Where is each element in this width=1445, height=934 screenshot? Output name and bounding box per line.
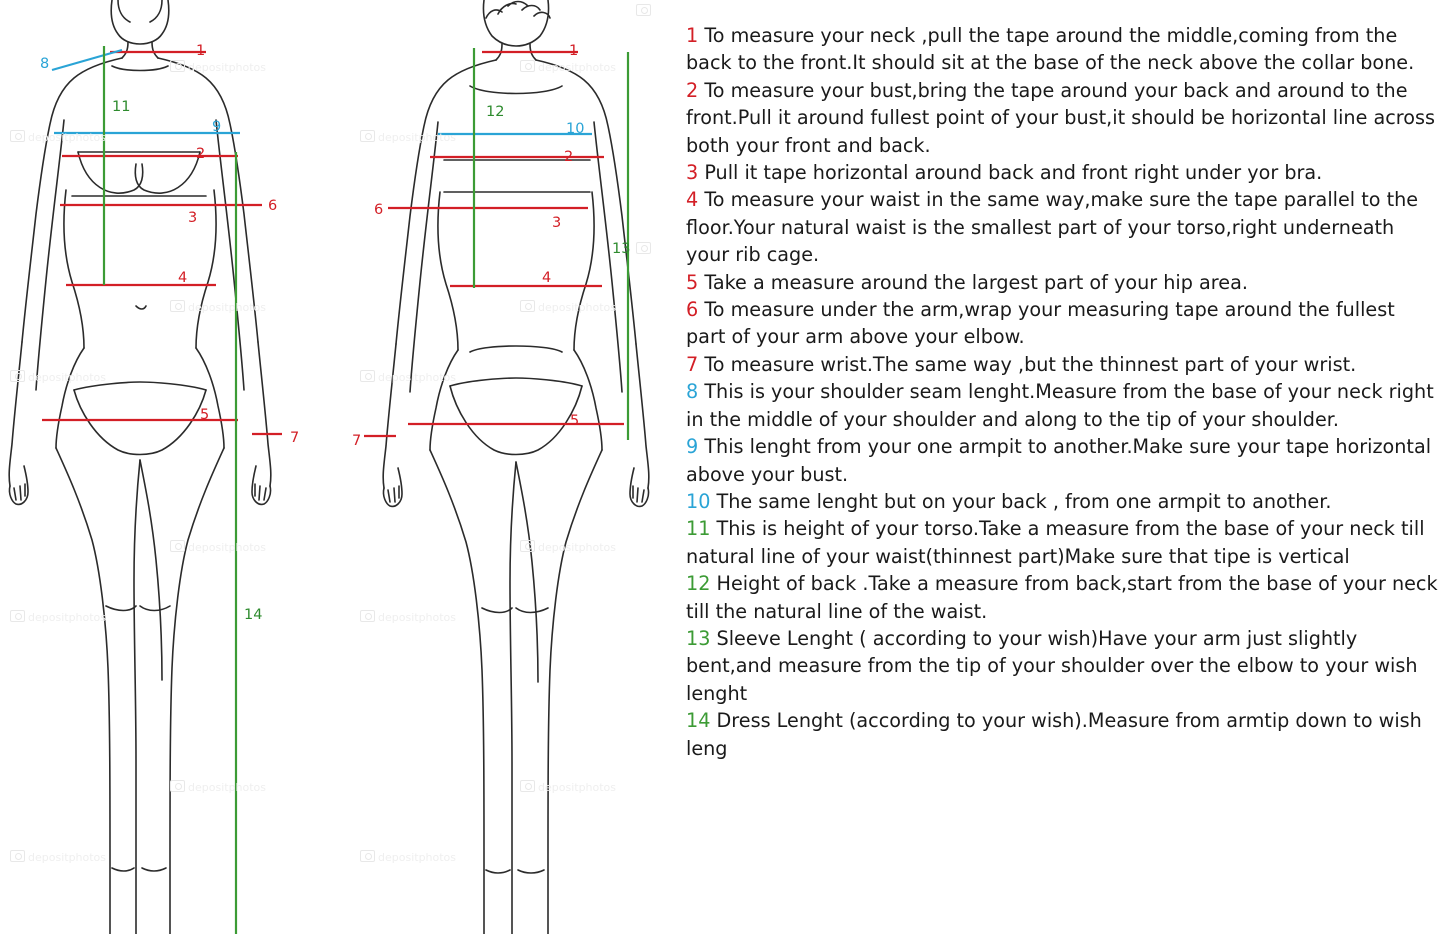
watermark: depositphotos — [10, 130, 106, 144]
instruction-text: The same lenght but on your back , from one armpit to another. — [710, 489, 1332, 513]
instruction-item-12 — [686, 570, 1438, 625]
label-back-1: 1 — [569, 43, 579, 59]
watermark: depositphotos — [520, 540, 616, 554]
instruction-text: Take a measure around the largest part of your hip area. — [698, 270, 1248, 294]
instruction-item-14 — [686, 707, 1438, 762]
label-front-14: 14 — [244, 607, 263, 623]
instructions-panel — [686, 22, 1438, 934]
label-front-8: 8 — [40, 56, 50, 72]
figure-diagram-panel — [0, 0, 672, 934]
label-front-3: 3 — [188, 210, 198, 226]
label-back-10: 10 — [566, 121, 585, 137]
instruction-item-8 — [686, 378, 1438, 433]
instruction-number: 6 — [686, 298, 699, 322]
watermark: depositphotos — [520, 780, 616, 794]
instruction-number: 13 — [686, 626, 711, 650]
watermark: depositphotos — [360, 130, 456, 144]
watermark: depositphotos — [360, 850, 456, 864]
label-front-11: 11 — [112, 99, 131, 115]
instruction-number: 11 — [686, 517, 711, 541]
label-back-4: 4 — [542, 270, 552, 286]
watermark: depositphotos — [520, 300, 616, 314]
label-front-1: 1 — [196, 43, 206, 59]
watermark: depositphotos — [520, 60, 616, 74]
body-figures-svg — [0, 0, 672, 934]
instruction-number: 5 — [686, 270, 699, 294]
instruction-number: 7 — [686, 352, 699, 376]
watermark: depositphotos — [10, 610, 106, 624]
label-back-3: 3 — [552, 215, 562, 231]
label-back-5: 5 — [570, 413, 580, 429]
instruction-item-10 — [686, 488, 1438, 515]
instruction-text: To measure your neck ,pull the tape around the middle,coming from the back to the front.It should sit at the base of the neck above the collar bone. — [686, 24, 1415, 75]
instruction-number: 9 — [686, 435, 699, 459]
label-front-4: 4 — [178, 270, 188, 286]
watermark: depositphotos — [360, 610, 456, 624]
instruction-text: Dress Lenght (according to your wish).Measure from armtip down to wish leng — [686, 709, 1422, 760]
instruction-number: 14 — [686, 709, 711, 733]
instruction-item-2 — [686, 77, 1438, 159]
instruction-text: To measure under the arm,wrap your measuring tape around the fullest part of your arm above your elbow. — [686, 298, 1395, 349]
watermark: depositphotos — [170, 540, 266, 554]
label-back-2: 2 — [564, 149, 574, 165]
instruction-number: 1 — [686, 24, 699, 47]
watermark: depositphotos — [170, 780, 266, 794]
instruction-text: To measure your bust,bring the tape around your back and around to the front.Pull it around fullest point of your bust,it should be horizontal line across both your front and back. — [686, 78, 1435, 157]
label-front-2: 2 — [196, 146, 206, 162]
instruction-number: 4 — [686, 188, 699, 212]
label-front-9: 9 — [212, 119, 222, 135]
watermark: depositphotos — [10, 370, 106, 384]
label-back-7: 7 — [352, 433, 362, 449]
watermark: depositphotos — [170, 60, 266, 74]
watermark: depositphotos — [170, 300, 266, 314]
instruction-number: 8 — [686, 380, 699, 404]
instruction-item-5 — [686, 269, 1438, 296]
label-back-13: 13 — [612, 241, 631, 257]
label-front-7: 7 — [290, 430, 300, 446]
instruction-item-7 — [686, 351, 1438, 378]
instruction-text: Height of back .Take a measure from back,start from the base of your neck till the natural line of the waist. — [686, 572, 1438, 623]
instruction-number: 10 — [686, 489, 711, 513]
watermark: depositphotos — [360, 370, 456, 384]
instruction-item-6 — [686, 296, 1438, 351]
label-back-6: 6 — [374, 202, 384, 218]
instruction-item-11 — [686, 515, 1438, 570]
instruction-text: This is height of your torso.Take a measure from the base of your neck till natural line of your waist(thinnest part)Make sure that tipe is vertical — [686, 517, 1425, 568]
instruction-item-4 — [686, 186, 1438, 268]
instruction-text: This is your shoulder seam lenght.Measure from the base of your neck right in the middle of your shoulder and along to the tip of your shoulder. — [686, 380, 1434, 431]
instruction-text: Sleeve Lenght ( according to your wish)Have your arm just slightly bent,and measure from the tip of your shoulder over the elbow to your wish lenght — [686, 626, 1418, 705]
instruction-text: Pull it tape horizontal around back and front right under yor bra. — [698, 161, 1323, 185]
instruction-item-9 — [686, 433, 1438, 488]
label-back-12: 12 — [486, 104, 505, 120]
instruction-text: To measure your waist in the same way,make sure the tape parallel to the floor.Your natural waist is the smallest part of your torso,right underneath your rib cage. — [686, 188, 1419, 267]
instruction-item-3 — [686, 159, 1438, 186]
watermark: depositphotos — [10, 850, 106, 864]
instruction-text: To measure wrist.The same way ,but the thinnest part of your wrist. — [698, 352, 1357, 376]
label-front-5: 5 — [200, 407, 210, 423]
instruction-item-13 — [686, 625, 1438, 707]
instruction-item-1 — [686, 22, 1438, 77]
instruction-number: 2 — [686, 78, 699, 102]
instruction-number: 3 — [686, 161, 699, 185]
instruction-number: 12 — [686, 572, 711, 596]
label-front-6: 6 — [268, 198, 278, 214]
instruction-text: This lenght from your one armpit to another.Make sure your tape horizontal above your bust. — [686, 435, 1432, 486]
